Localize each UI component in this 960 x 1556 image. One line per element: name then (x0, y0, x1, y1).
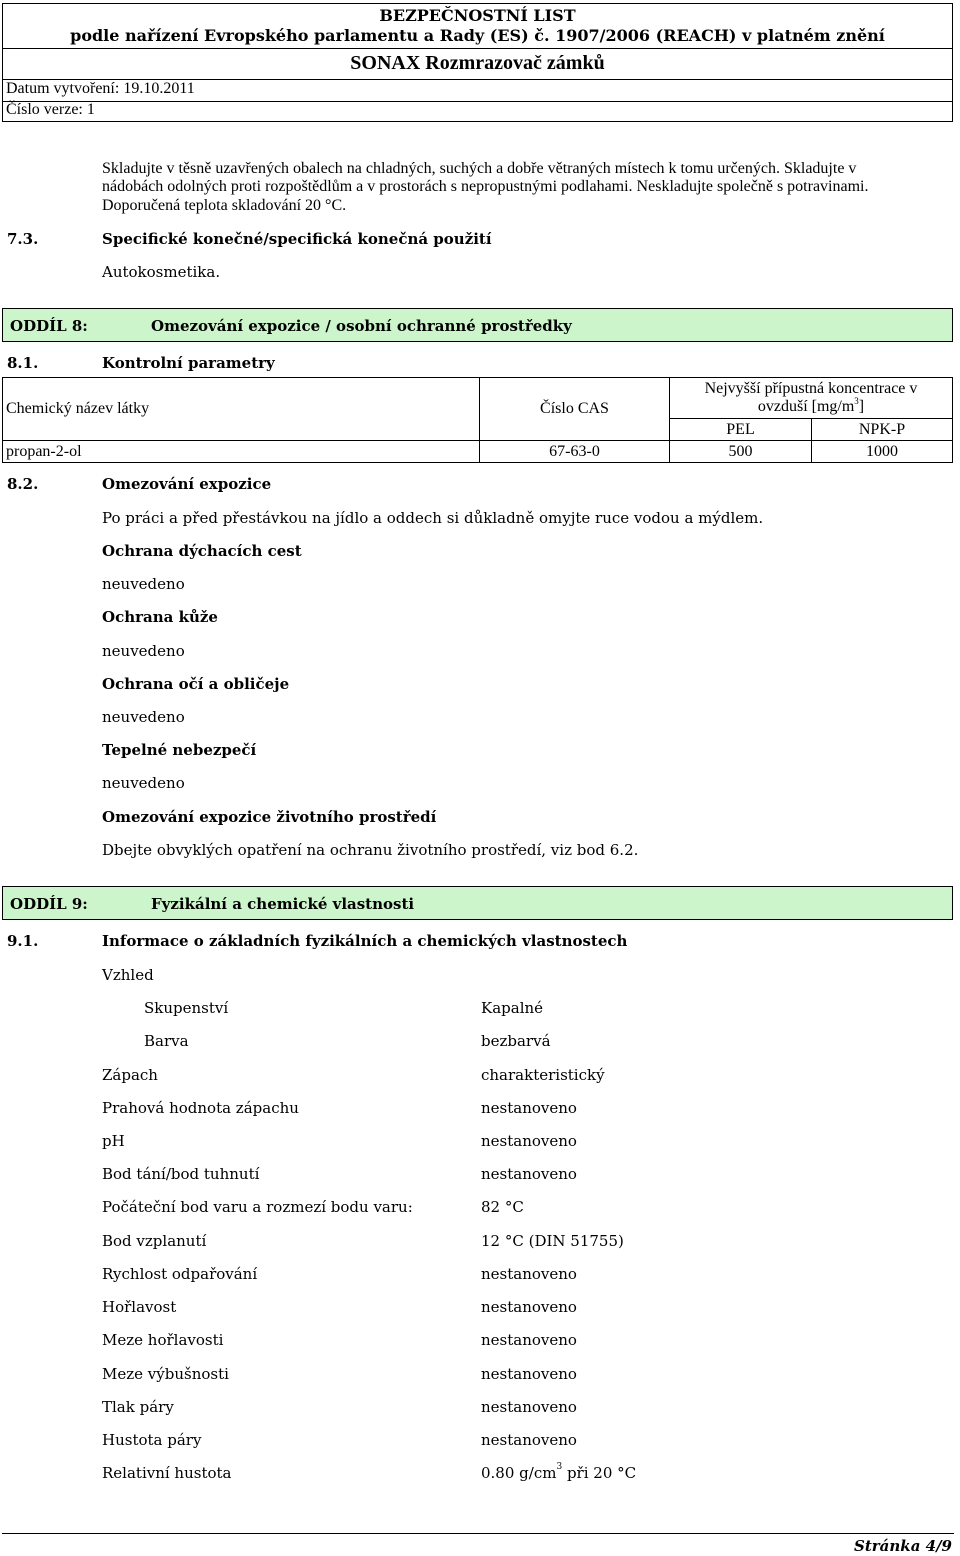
hygiene-instructions: Po práci a před přestávkou na jídlo a oddech si důkladně omyjte ruce vodou a mýdlem. (102, 509, 764, 527)
protection-heading: Ochrana kůže (102, 608, 218, 626)
property-value: nestanoveno (481, 1265, 577, 1283)
protection-heading: Ochrana dýchacích cest (102, 542, 302, 560)
property-value: charakteristický (481, 1066, 605, 1084)
storage-text-line: Doporučená teplota skladování 20 °C. (102, 197, 347, 214)
section-9-header (2, 886, 953, 920)
intended-use: Autokosmetika. (102, 263, 221, 281)
property-value: nestanoveno (481, 1132, 577, 1150)
subsection-title: Omezování expozice (102, 475, 272, 493)
header-divider (3, 101, 952, 102)
document-title: BEZPEČNOSTNÍ LIST (379, 6, 576, 25)
protection-value: Dbejte obvyklých opatření na ochranu životního prostředí, viz bod 6.2. (102, 841, 639, 859)
appearance-heading: Vzhled (102, 966, 154, 984)
document-header (2, 3, 953, 122)
cell-cas-number: 67-63-0 (549, 443, 600, 460)
protection-heading: Tepelné nebezpečí (102, 741, 257, 759)
property-label: Meze výbušnosti (102, 1365, 229, 1383)
section-number: ODDÍL 8: (10, 317, 88, 335)
protection-value: neuvedeno (102, 642, 185, 660)
subsection-number: 8.1. (7, 354, 39, 372)
cell-pel: 500 (728, 443, 753, 460)
property-value: Kapalné (481, 999, 544, 1017)
property-value: nestanoveno (481, 1099, 577, 1117)
column-header-limit: Nejvyšší přípustná koncentrace v (704, 380, 918, 397)
property-value-density: 0.80 $g/cm^3$ při 20 °C (481, 1462, 637, 1482)
column-header-name: Chemický název látky (6, 400, 150, 417)
cell-npk: 1000 (866, 443, 898, 460)
property-value: 82 °C (481, 1198, 524, 1216)
protection-value: neuvedeno (102, 575, 185, 593)
property-label: Barva (144, 1032, 189, 1050)
property-label: Bod vzplanutí (102, 1232, 207, 1250)
property-label: Počáteční bod varu a rozmezí bodu varu: (102, 1198, 413, 1216)
version-number: Číslo verze: 1 (6, 101, 95, 118)
property-label: Prahová hodnota zápachu (102, 1099, 299, 1117)
page-number: Stránka 4/9 (854, 1537, 952, 1555)
product-name: SONAX Rozmrazovač zámků (350, 52, 605, 74)
creation-date: Datum vytvoření: 19.10.2011 (6, 80, 195, 97)
subsection-number: 8.2. (7, 475, 39, 493)
cell-substance-name: propan-2-ol (6, 443, 82, 460)
column-header-limit-unit: ovzduší $[mg/m^3]$ (757, 396, 865, 415)
exposure-limits-table (2, 377, 953, 463)
table-border (669, 418, 952, 419)
property-label: Relativní hustota (102, 1464, 232, 1482)
property-label: Meze hořlavosti (102, 1331, 224, 1349)
property-value: nestanoveno (481, 1165, 577, 1183)
property-label: Skupenství (144, 999, 229, 1017)
regulation-line: podle nařízení Evropského parlamentu a Rady (ES) č. 1907/2006 (REACH) v platném znění (70, 26, 885, 45)
column-header-cas: Číslo CAS (540, 400, 609, 417)
subsection-number: 9.1. (7, 932, 39, 950)
property-label: pH (102, 1132, 125, 1150)
storage-text-line: nádobách odolných proti rozpoštědlům a v prostorách s nepropustnými podlahami. Neskladujte společně s potravinami. (102, 178, 869, 195)
property-label: Bod tání/bod tuhnutí (102, 1165, 260, 1183)
footer-divider (2, 1533, 954, 1534)
property-label: Rychlost odpařování (102, 1265, 258, 1283)
section-number: ODDÍL 9: (10, 895, 88, 913)
subsection-number: 7.3. (7, 230, 39, 248)
section-title: Fyzikální a chemické vlastnosti (151, 895, 415, 913)
property-label: Hořlavost (102, 1298, 177, 1316)
header-divider (3, 48, 952, 49)
protection-value: neuvedeno (102, 774, 185, 792)
property-value: 12 °C (DIN 51755) (481, 1232, 624, 1250)
property-label: Tlak páry (102, 1398, 174, 1416)
protection-heading: Ochrana očí a obličeje (102, 675, 290, 693)
subsection-title: Specifické konečné/specifická konečná použití (102, 230, 492, 248)
column-header-pel: PEL (726, 421, 755, 438)
property-label: Hustota páry (102, 1431, 202, 1449)
section-8-header (2, 308, 953, 342)
subsection-title: Kontrolní parametry (102, 354, 275, 372)
protection-value: neuvedeno (102, 708, 185, 726)
property-value: nestanoveno (481, 1431, 577, 1449)
property-label: Zápach (102, 1066, 158, 1084)
subsection-title: Informace o základních fyzikálních a chemických vlastnostech (102, 932, 628, 950)
table-border (3, 440, 952, 441)
property-value: nestanoveno (481, 1398, 577, 1416)
column-header-npk: NPK-P (858, 421, 906, 438)
section-title: Omezování expozice / osobní ochranné prostředky (151, 317, 572, 335)
storage-text-line: Skladujte v těsně uzavřených obalech na chladných, suchých a dobře větraných místech k tomu určených. Skladujte v (102, 160, 857, 177)
property-value: nestanoveno (481, 1298, 577, 1316)
protection-heading: Omezování expozice životního prostředí (102, 808, 437, 826)
property-value: nestanoveno (481, 1365, 577, 1383)
property-value: bezbarvá (481, 1032, 551, 1050)
property-value: nestanoveno (481, 1331, 577, 1349)
